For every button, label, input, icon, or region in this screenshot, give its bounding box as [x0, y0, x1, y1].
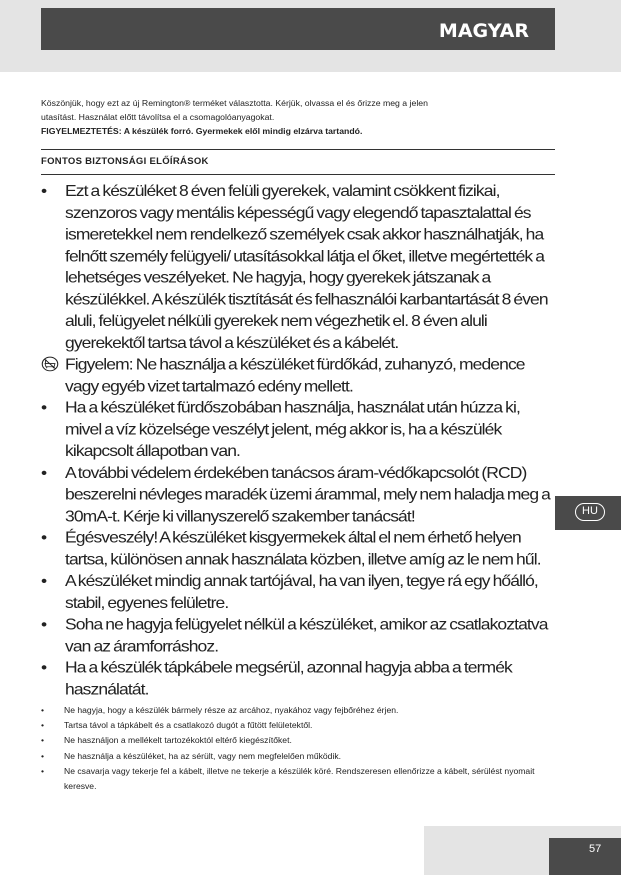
- list-item: [41, 703, 557, 718]
- additional-safety-list: [41, 703, 557, 794]
- bullet-glyph: •: [41, 181, 48, 200]
- intro-text-line-2: utasítást. Használat előtt távolítsa el a csomagolóanyagokat.: [41, 112, 275, 122]
- bullet-glyph: •: [41, 658, 48, 677]
- list-item-text: Soha ne hagyja felügyelet nélkül a készüléket, amikor az csatlakoztatva van az áramforráshoz.: [65, 615, 548, 655]
- list-item-text: Ha a készülék tápkábele megsérül, azonnal hagyja abba a termék használatát.: [65, 658, 512, 698]
- bullet-glyph: •: [41, 615, 48, 633]
- page-number-box: [549, 838, 621, 875]
- list-item: [41, 353, 557, 396]
- bullet-glyph: •: [41, 528, 48, 547]
- divider-top: [41, 149, 555, 150]
- list-item-text: Tartsa távol a tápkábelt és a csatlakozó dugót a fűtött felületektől.: [64, 720, 313, 731]
- list-item-text: Ezt a készüléket 8 éven felüli gyerekek, valamint csökkent fizikai, szenzoros vagy mentális képességű vagy elegendő tapasztalattal és ismeretekkel nem rendelkező személyek csak akkor használhatják, ha felnőtt személy felügyeli/ utasításokkal látja el őket, illetve megértették a lehetséges veszélyeket. Ne hagyja, hogy gyerekek játszanak a készülékkel. A készülék tisztítását és felhasználói karbantartását 8 éven aluli, felügyelet nélküli gyerekek nem végezhetik el. 8 éven aluli gyerekektől tartsa távol a készüléket és a kábelét.: [65, 181, 548, 352]
- bullet-glyph: •: [41, 463, 48, 482]
- bullet-glyph: •: [41, 571, 48, 590]
- list-item: [41, 180, 557, 353]
- list-item-text: Ne használja a készüléket, ha az sérült, vagy nem megfelelően működik.: [64, 750, 342, 761]
- list-item-text: A további védelem érdekében tanácsos áram-védőkapcsolót (RCD) beszerelni névleges maradék üzemi árammal, mely nem haladja meg a 30mA-t. Kérje ki villanyszerelő szakember tanácsát!: [65, 463, 550, 525]
- intro-text-line-1: Köszönjük, hogy ezt az új Remington® terméket választotta. Kérjük, olvassa el és őrizze meg a jelen: [41, 98, 428, 108]
- bullet-glyph: •: [41, 750, 45, 761]
- list-item-text: Ha a készüléket fürdőszobában használja, használat után húzza ki, mivel a víz közelsége veszélyt jelent, még akkor is, ha a készülék kikapcsolt állapotban van.: [65, 398, 520, 460]
- safety-list: [41, 180, 557, 700]
- bullet-glyph: •: [41, 398, 48, 417]
- bullet-glyph: •: [41, 720, 45, 731]
- page-number: 57: [589, 843, 602, 855]
- list-item: [41, 613, 557, 656]
- intro-block: [41, 96, 556, 138]
- list-item: [41, 733, 557, 748]
- language-tab: [555, 496, 621, 530]
- list-item: [41, 764, 557, 794]
- bullet-glyph: •: [41, 765, 45, 776]
- list-item: [41, 749, 557, 764]
- list-item: [41, 570, 557, 613]
- list-item-text: Égésveszély! A készüléket kisgyermekek által el nem érhető helyen tartsa, különösen annak használata közben, illetve amíg az le nem hűl.: [65, 528, 541, 568]
- section-title: FONTOS BIZTONSÁGI ELŐÍRÁSOK: [41, 156, 209, 167]
- language-label: MAGYAR: [438, 20, 529, 42]
- list-item-text: Figyelem: Ne használja a készüléket fürdőkád, zuhanyzó, medence vagy egyéb vizet tartalmazó edény mellett.: [65, 355, 525, 395]
- list-item: [41, 462, 557, 527]
- bullet-glyph: •: [41, 705, 45, 715]
- list-item: [41, 657, 557, 700]
- list-item: [41, 718, 557, 733]
- divider-bottom: [41, 174, 555, 175]
- no-bath-icon: [41, 356, 59, 372]
- bullet-glyph: •: [41, 735, 45, 746]
- list-item-text: A készüléket mindig annak tartójával, ha van ilyen, tegye rá egy hőálló, stabil, egyenes felületre.: [65, 571, 538, 612]
- list-item: [41, 397, 557, 462]
- language-code-badge: HU: [575, 503, 605, 521]
- intro-warning: FIGYELMEZTETÉS: A készülék forró. Gyermekek elől mindig elzárva tartandó.: [41, 126, 363, 136]
- list-item-text: Ne használjon a mellékelt tartozékoktól eltérő kiegészítőket.: [64, 735, 292, 746]
- list-item-text: Ne hagyja, hogy a készülék bármely része az arcához, nyakához vagy fejbőréhez érjen.: [64, 705, 399, 715]
- list-item: [41, 527, 557, 570]
- list-item-text: Ne csavarja vagy tekerje fel a kábelt, illetve ne tekerje a készülék köré. Rendszeresen ellenőrizze a kábelt, sérülést nyomait keresve.: [64, 765, 535, 792]
- language-header: [41, 8, 555, 50]
